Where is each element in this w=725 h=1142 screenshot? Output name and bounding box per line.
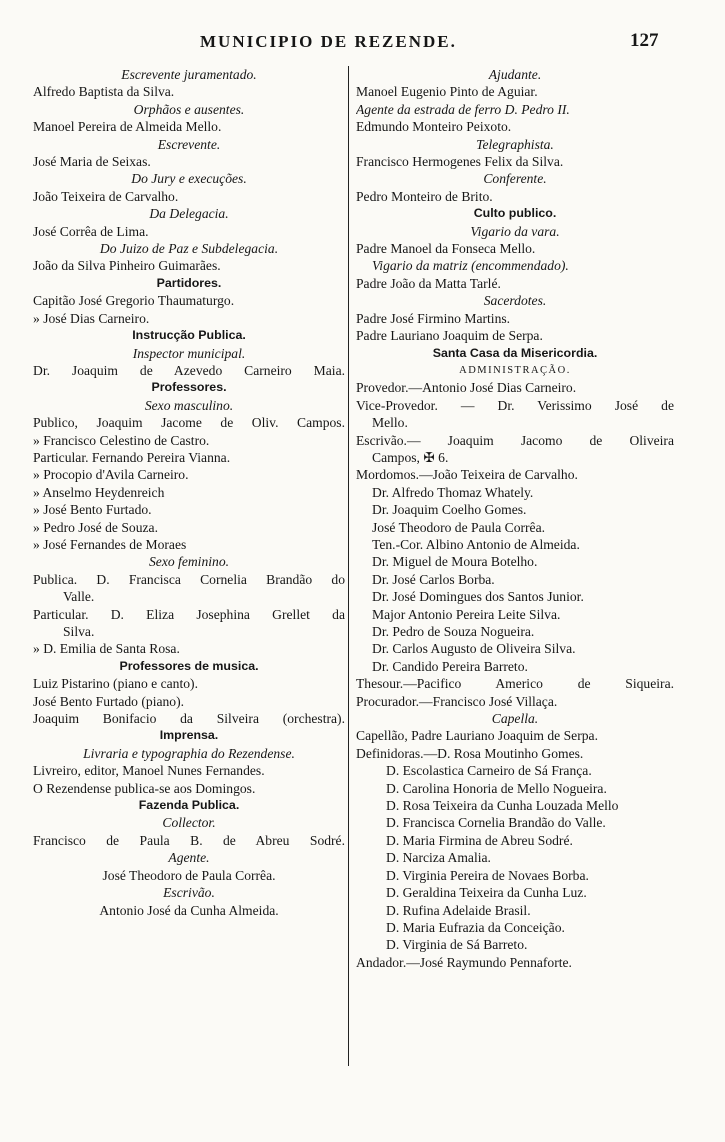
- entry-line: D. Rosa Teixeira da Cunha Louzada Mello: [386, 798, 619, 814]
- entry-line: Dr. José Carlos Borba.: [372, 571, 495, 587]
- section-heading: Professores de musica.: [119, 658, 259, 673]
- entry-line: Padre João da Matta Tarlé.: [356, 275, 501, 291]
- entry-line: D. Escolastica Carneiro de Sá França.: [386, 763, 592, 779]
- section-subheading: Agente.: [168, 850, 210, 866]
- entry-line: Ten.-Cor. Albino Antonio de Almeida.: [372, 536, 580, 552]
- entry-line: Publico, Joaquim Jacome de Oliv. Campos.: [33, 415, 345, 431]
- section-subheading: Ajudante.: [488, 67, 542, 82]
- entry-line: Dr. Carlos Augusto de Oliveira Silva.: [372, 641, 576, 657]
- entry-line: Pedro Monteiro de Brito.: [356, 188, 493, 204]
- entry-line: Vice-Provedor. — Dr. Verissimo José de: [356, 397, 674, 413]
- entry-line: José Maria de Seixas.: [33, 154, 151, 170]
- entry-line: D. Narciza Amalia.: [386, 850, 491, 866]
- entry-line: Dr. Pedro de Souza Nogueira.: [372, 624, 535, 639]
- entry-line: Provedor.—Antonio José Dias Carneiro.: [356, 380, 577, 396]
- entry-line: » Francisco Celestino de Castro.: [33, 432, 210, 448]
- entry-line: » Anselmo Heydenreich: [33, 484, 165, 500]
- entry-line: » Pedro José de Souza.: [33, 519, 158, 535]
- entry-line: D. Carolina Honoria de Mello Nogueira.: [386, 780, 607, 796]
- entry-line: Mello.: [372, 415, 408, 431]
- entry-line: Antonio José da Cunha Almeida.: [99, 902, 279, 918]
- entry-line: Valle.: [63, 589, 95, 605]
- entry-line: Campos, ✠ 6.: [372, 449, 449, 465]
- entry-line: Luiz Pistarino (piano e canto).: [33, 676, 198, 692]
- entry-line: Capellão, Padre Lauriano Joaquim de Serpa.: [356, 728, 598, 744]
- entry-line: Joaquim Bonifacio da Silveira (orchestra).: [33, 711, 345, 727]
- right-column: [356, 66, 674, 971]
- entry-line: Procurador.—Francisco José Villaça.: [356, 693, 558, 709]
- section-subheading: Da Delegacia.: [149, 206, 229, 222]
- section-heading: Imprensa.: [159, 728, 219, 743]
- section-heading: Santa Casa da Misericordia.: [432, 345, 598, 360]
- entry-line: O Rezendense publica-se aos Domingos.: [33, 780, 256, 796]
- entry-line: Livreiro, editor, Manoel Nunes Fernandes.: [33, 763, 265, 779]
- entry-line: Dr. José Domingues dos Santos Junior.: [372, 589, 584, 605]
- section-subheading: Escrivão.: [163, 885, 215, 901]
- section-heading: Fazenda Publica.: [138, 798, 240, 813]
- entry-line: Particular. D. Eliza Josephina Grellet da: [33, 606, 345, 622]
- section-subheading: Telegraphista.: [476, 136, 554, 152]
- section-heading: Professores.: [151, 380, 227, 395]
- section-subheading: Capella.: [491, 711, 539, 727]
- section-subheading: Do Juizo de Paz e Subdelegacia.: [99, 241, 279, 257]
- entry-line: Manoel Pereira de Almeida Mello.: [33, 119, 222, 135]
- entry-line: D. Geraldina Teixeira da Cunha Luz.: [386, 885, 587, 901]
- section-heading: Instrucção Publica.: [132, 328, 246, 343]
- left-column: [33, 66, 345, 919]
- entry-line: D. Francisca Cornelia Brandão do Valle.: [386, 815, 606, 831]
- entry-line: Padre Lauriano Joaquim de Serpa.: [356, 328, 543, 344]
- entry-line: » José Dias Carneiro.: [33, 310, 150, 326]
- section-subheading: Vigario da vara.: [470, 223, 560, 239]
- entry-line: D. Maria Firmina de Abreu Sodré.: [386, 832, 573, 848]
- entry-line: Definidoras.—D. Rosa Moutinho Gomes.: [356, 745, 584, 761]
- entry-line: Mordomos.—João Teixeira de Carvalho.: [356, 467, 578, 483]
- entry-line: Francisco Hermogenes Felix da Silva.: [356, 154, 564, 170]
- entry-line: Publica. D. Francisca Cornelia Brandão do: [33, 571, 345, 587]
- entry-line: Francisco de Paula B. de Abreu Sodré.: [33, 832, 345, 848]
- section-subheading: Orphãos e ausentes.: [133, 101, 245, 117]
- entry-line: » D. Emilia de Santa Rosa.: [33, 641, 180, 657]
- entry-line: Padre Manoel da Fonseca Mello.: [356, 241, 536, 257]
- entry-line: João da Silva Pinheiro Guimarães.: [33, 258, 221, 274]
- entry-line: Padre José Firmino Martins.: [356, 310, 511, 326]
- page-number: 127: [630, 30, 659, 51]
- section-subheading: Inspector municipal.: [132, 345, 246, 361]
- entry-line: D. Maria Eufrazia da Conceição.: [386, 919, 565, 935]
- entry-line: Manoel Eugenio Pinto de Aguiar.: [356, 84, 538, 100]
- entry-line: » José Bento Furtado.: [33, 502, 152, 518]
- entry-line: Particular. Fernando Pereira Vianna.: [33, 449, 231, 465]
- entry-line: Silva.: [63, 624, 95, 639]
- page-title: MUNICIPIO DE REZENDE.: [200, 32, 457, 51]
- entry-line: Vigario da matriz (encommendado).: [372, 258, 569, 274]
- entry-line: José Theodoro de Paula Corrêa.: [372, 519, 546, 535]
- section-subheading: Collector.: [162, 815, 216, 831]
- entry-line: Dr. Miguel de Moura Botelho.: [372, 554, 538, 570]
- entry-line: Agente da estrada de ferro D. Pedro II.: [356, 101, 570, 117]
- entry-line: Dr. Candido Pereira Barreto.: [372, 658, 528, 674]
- entry-line: D. Rufina Adelaide Brasil.: [386, 902, 531, 918]
- section-subheading: Conferente.: [483, 171, 547, 187]
- page-header: [0, 32, 725, 58]
- section-subheading: Do Jury e execuções.: [131, 171, 247, 187]
- entry-line: Escrivão.— Joaquim Jacomo de Oliveira: [356, 432, 674, 448]
- entry-line: Edmundo Monteiro Peixoto.: [356, 119, 512, 135]
- section-heading: Partidores.: [156, 275, 222, 290]
- column-divider: [348, 66, 349, 1066]
- section-subheading: Sexo feminino.: [148, 554, 230, 570]
- section-subheading: ADMINISTRAÇÃO.: [459, 364, 571, 376]
- entry-line: Thesour.—Pacifico Americo de Siqueira.: [356, 676, 674, 692]
- entry-line: José Bento Furtado (piano).: [33, 693, 185, 709]
- entry-line: Capitão José Gregorio Thaumaturgo.: [33, 293, 235, 309]
- entry-line: Andador.—José Raymundo Pennaforte.: [356, 954, 572, 970]
- entry-line: » Procopio d'Avila Carneiro.: [33, 467, 189, 483]
- entry-line: Dr. Joaquim de Azevedo Carneiro Maia.: [33, 362, 345, 378]
- section-subheading: Escrevente.: [157, 136, 221, 152]
- section-subheading: Sexo masculino.: [144, 397, 234, 413]
- entry-line: José Theodoro de Paula Corrêa.: [102, 867, 276, 883]
- entry-line: D. Virginia de Sá Barreto.: [386, 937, 528, 953]
- entry-line: Dr. Alfredo Thomaz Whately.: [372, 484, 534, 500]
- section-subheading: Livraria e typographia do Rezendense.: [83, 745, 295, 761]
- section-subheading: Sacerdotes.: [483, 293, 547, 309]
- entry-line: João Teixeira de Carvalho.: [33, 188, 179, 204]
- entry-line: D. Virginia Pereira de Novaes Borba.: [386, 867, 589, 883]
- entry-line: Alfredo Baptista da Silva.: [33, 84, 175, 100]
- entry-line: » José Fernandes de Moraes: [33, 536, 187, 552]
- entry-line: Dr. Joaquim Coelho Gomes.: [372, 502, 527, 518]
- entry-line: José Corrêa de Lima.: [33, 223, 149, 239]
- section-heading: Culto publico.: [473, 206, 557, 221]
- entry-line: Major Antonio Pereira Leite Silva.: [372, 606, 561, 622]
- section-subheading: Escrevente juramentado.: [121, 67, 257, 82]
